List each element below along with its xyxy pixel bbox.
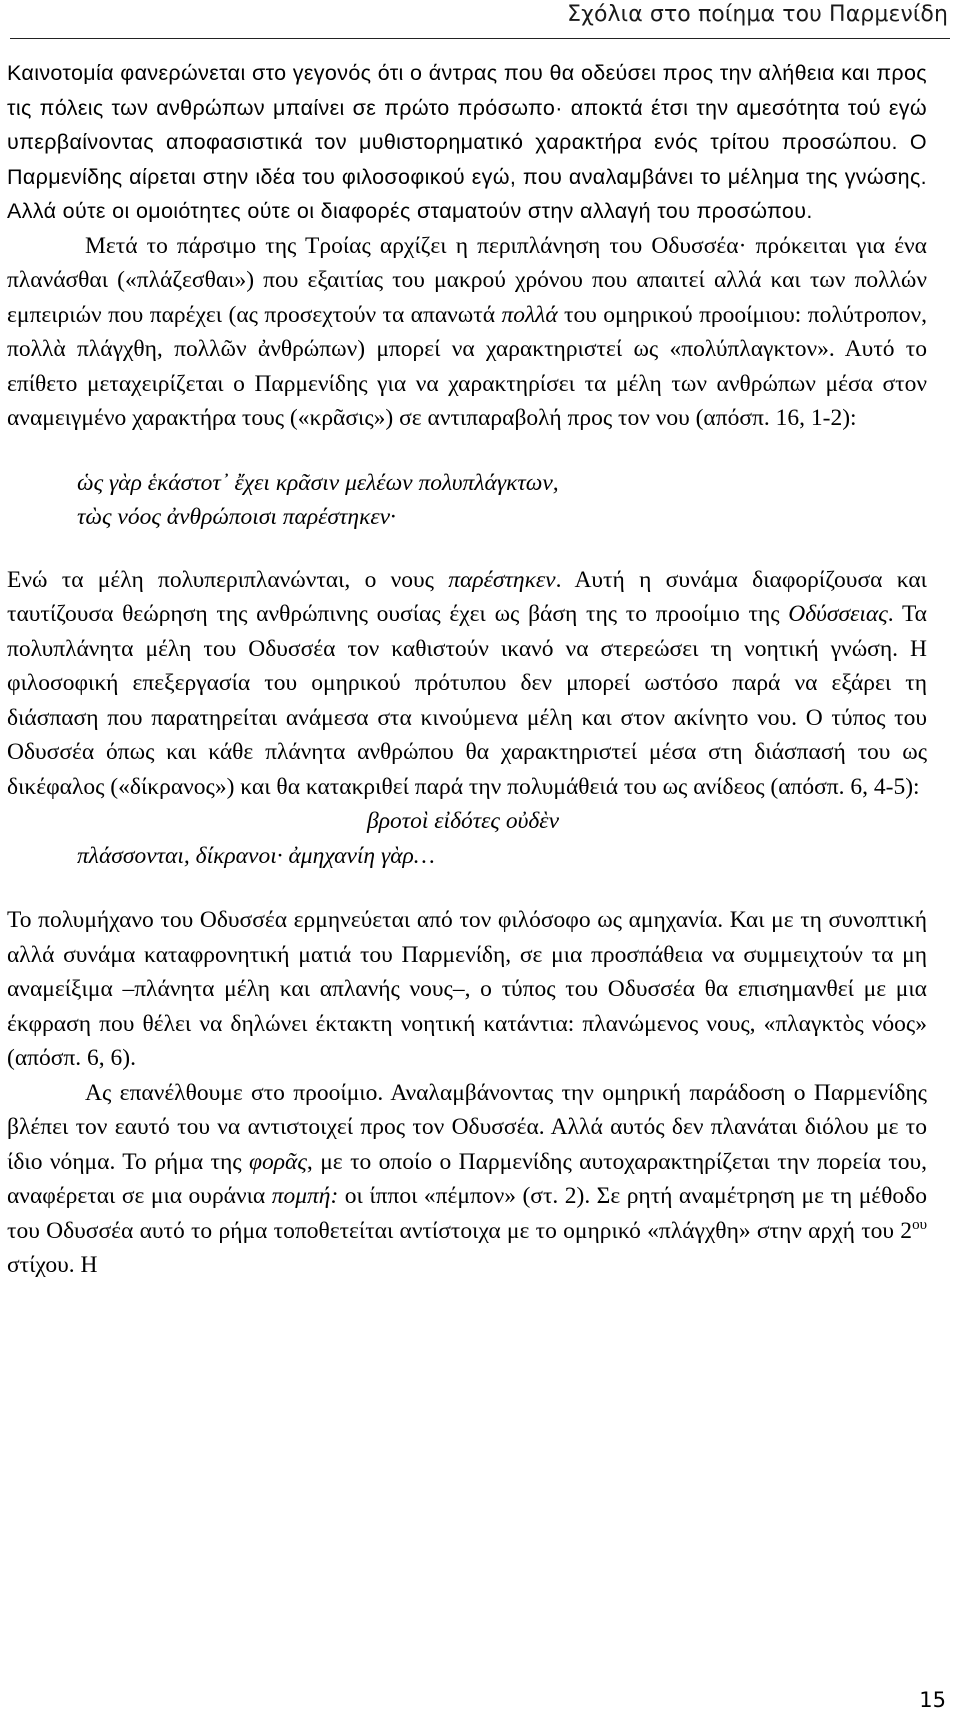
- paragraph-3-italic-1: παρέστηκεν: [448, 566, 556, 593]
- paragraph-2-text-c: του ομηρικού προοίμιου: πολύτροπον, πολλὰ πλάγχθη, πολλῶν ἀνθρώπων) μπορεί να χαρακτηριστεί ως «πολύπλαγκτον». Αυτό το επίθετο μεταχειρίζεται ο Παρμενίδης για να χαρακτηρίσει τα μέλη των ανθρώπων μέσα στον αναμειγμένο χαρακτήρα τους («κρᾶσις») σε αντιπαραβολή προς τον νου (απόσπ. 16, 1-2):: [7, 301, 927, 431]
- paragraph-5-text-f: στίχου. Η: [7, 1252, 98, 1278]
- paragraph-2: [7, 229, 927, 436]
- quote-fragment-6: [7, 804, 927, 873]
- paragraph-2-italic: πολλά: [501, 301, 558, 328]
- header-rule: [10, 38, 950, 39]
- document-body: [7, 56, 927, 1283]
- paragraph-3-text-e: . Τα πολυπλάνητα μέλη του Οδυσσέα τον καθιστούν ικανό να στερεώσει τη νοητική γνώση. Η φιλοσοφική επεξεργασία του ομηρικού πρότυπου δεν μπορεί ωστόσο παρά να εξάρει τη διάσπαση που παρατηρείται ανάμεσα στα κινούμενα μέλη και στον ακίνητο νου. Ο τύπος του Οδυσσέα όπως και κάθε πλάνητα ανθρώπου θα χαρακτηριστεί μέσα στη διάσπασή του ως δικέφαλος («δίκρανος») και θα κατακριθεί παρά την πολυμάθειά του ως ανίδεος (απόσπ. 6, 4-5):: [7, 601, 927, 800]
- paragraph-5-italic-2: πομπή:: [271, 1183, 339, 1209]
- paragraph-4: Το πολυμήχανο του Οδυσσέα ερμηνεύεται από τον φιλόσοφο ως αμηχανία. Και με τη συνοπτική αλλά συνάμα καταφρονητική ματιά του Παρμενίδη, σε μια προσπάθεια να συμμειχτούν τα μη αναμείξιμα –πλάνητα μέλη και απλανής νους–, ο τύπος του Οδυσσέα θα επισημανθεί με μια έκφραση που θέλει να δηλώνει έκτακτη νοητική κατάντια: πλανώμενος νους, «πλαγκτὸς νόος» (απόσπ. 6, 6).: [7, 907, 927, 1071]
- paragraph-5: [7, 1076, 927, 1283]
- quote-fragment-16: [7, 466, 927, 535]
- quote-ellipsis: …: [413, 842, 435, 869]
- quote-line: βροτοὶ εἰδότες οὐδὲν: [367, 808, 559, 834]
- paragraph-3-italic-2: Οδύσσειας: [788, 601, 888, 627]
- paragraph-3-text-c: . Αυτή η συνάμα διαφορίζουσα και ταυτίζουσα θεώρηση της ανθρώπινης ουσίας έχει ως βάση της το προοίμιο της: [7, 566, 927, 627]
- quote-line: ὡς γὰρ ἑκάστοτ᾽ ἔχει κρᾶσιν μελέων πολυπλάγκτων,: [77, 469, 559, 496]
- paragraph-2-text-a: Μετά το πάρσιμο της Τροίας αρχίζει η περιπλάνηση του Οδυσσέα· πρόκειται για ένα πλανάσθαι («πλάζεσθαι») που εξαιτίας του μακρού χρόνου που απαιτεί αλλά και των πολλών εμπειριών που παρέχει (ας προσεχτούν τα απανωτά: [7, 232, 927, 328]
- paragraph-5-text-e: οι ίπποι «πέμπον» (στ. 2). Σε ρητή αναμέτρηση με τη μέθοδο του Οδυσσέα αυτό το ρήμα τοποθετείται αντίστοιχα με το ομηρικό «πλάγχθη» στην αρχή του 2: [7, 1183, 927, 1244]
- paragraph-3-text-a: Ενώ τα μέλη πολυπεριπλανώνται, ο νους: [7, 566, 449, 593]
- paragraph-5-text-a: Ας επανέλθουμε στο προοίμιο. Αναλαμβάνοντας την ομηρική παράδοση ο Παρμενίδης βλέπει τον εαυτό του να αντιστοιχεί προς τον Οδυσσέα. Αλλά αυτός δεν πλανάται διόλου με το ίδιο νόημα. Το ρήμα της: [7, 1079, 927, 1175]
- quote-line: [7, 839, 927, 874]
- paragraph-3: [7, 563, 927, 805]
- running-header: Σχόλια στο ποίημα του Παρμενίδη: [567, 2, 948, 27]
- page-number: 15: [919, 1688, 946, 1712]
- quote-line-text: πλάσσονται, δίκρανοι· ἀμηχανίη γὰρ: [77, 842, 414, 869]
- paragraph-1: Καινοτομία φανερώνεται στο γεγονός ότι ο άντρας που θα οδεύσει προς την αλήθεια και προς τις πόλεις των ανθρώπων μπαίνει σε πρώτο πρόσωπο· αποκτά έτσι την αμεσότητα τού εγώ υπερβαίνοντας αποφασιστικά τον μυθιστορηματικό χαρακτήρα ενός τρίτου προσώπου. Ο Παρμενίδης αίρεται στην ιδέα του φιλοσοφικού εγώ, που αναλαμβάνει το μέλημα της γνώσης. Αλλά ούτε οι ομοιότητες ούτε οι διαφορές σταματούν στην αλλαγή του προσώπου.: [7, 61, 927, 223]
- paragraph-5-italic-1: φορᾶς: [249, 1148, 307, 1175]
- paragraph-5-text-c: , με το οποίο ο Παρμενίδης αυτοχαρακτηρίζεται την πορεία του, αναφέρεται σε μια ουράνια: [7, 1148, 928, 1209]
- quote-line: τὼς νόος ἀνθρώποισι παρέστηκεν·: [77, 504, 396, 530]
- ordinal-superscript: ου: [912, 1216, 927, 1233]
